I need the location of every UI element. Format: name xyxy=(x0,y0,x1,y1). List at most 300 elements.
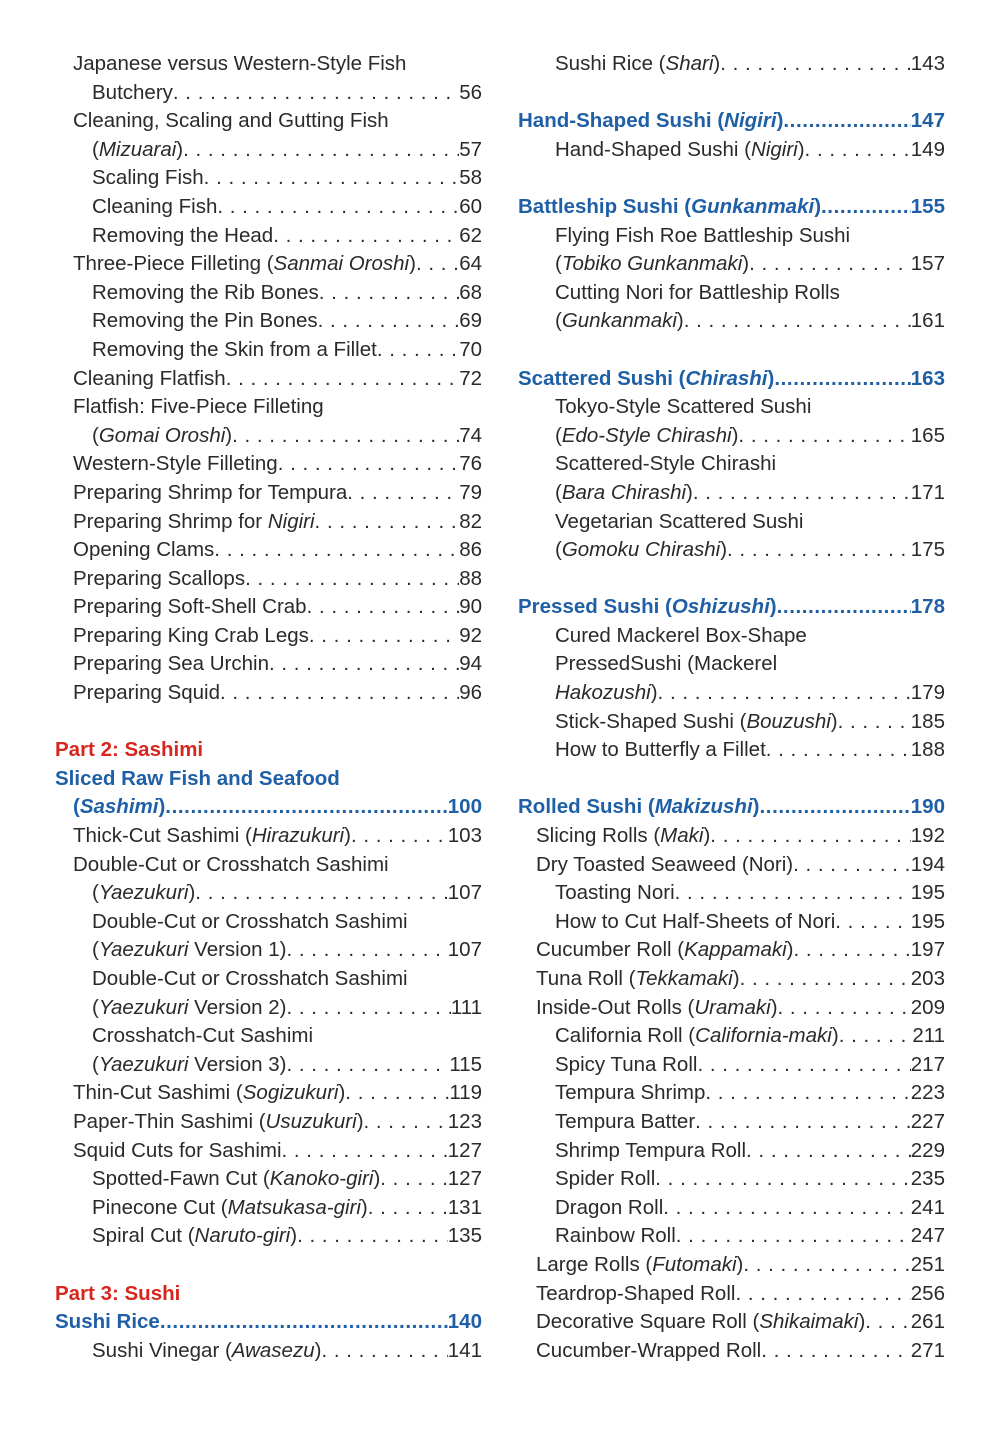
toc-page-number: 175 xyxy=(910,538,945,562)
toc-entry-title: Pressed Sushi (Oshizushi) xyxy=(518,595,777,619)
toc-entry-title: Preparing Shrimp for Tempura xyxy=(73,480,348,504)
toc-entry[interactable] xyxy=(518,1079,945,1108)
toc-entry[interactable] xyxy=(518,479,945,508)
dot-leader xyxy=(220,679,459,708)
toc-entry-line xyxy=(518,622,945,651)
toc-page-number: 119 xyxy=(449,1081,482,1105)
toc-page-number: 140 xyxy=(447,1310,482,1334)
dot-leader xyxy=(778,994,911,1023)
toc-entry[interactable] xyxy=(518,136,945,165)
dot-leader xyxy=(273,222,459,251)
toc-page-number: 141 xyxy=(447,1338,482,1362)
toc-entry-title: Cucumber Roll (Kappamaki) xyxy=(536,938,794,962)
toc-section-heading[interactable] xyxy=(518,193,945,222)
dot-leader xyxy=(766,736,911,765)
toc-entry[interactable] xyxy=(55,508,482,537)
toc-entry-line xyxy=(55,965,482,994)
toc-entry[interactable] xyxy=(518,1222,945,1251)
toc-entry-title: Rolled Sushi (Makizushi) xyxy=(518,795,760,819)
toc-entry-title: Preparing Shrimp for Nigiri xyxy=(73,509,315,533)
dot-leader xyxy=(195,879,447,908)
dot-leader xyxy=(746,1137,911,1166)
dot-leader xyxy=(684,307,911,336)
toc-page-number: 211 xyxy=(912,1024,945,1048)
toc-entry[interactable] xyxy=(518,879,945,908)
toc-entry-title: Vegetarian Scattered Sushi xyxy=(555,509,804,533)
toc-page-number: 58 xyxy=(459,166,482,190)
toc-page-number: 251 xyxy=(910,1252,945,1276)
toc-entry-title: Cleaning, Scaling and Gutting Fish xyxy=(73,109,389,133)
toc-page-number: 90 xyxy=(459,595,482,619)
toc-page-number: 157 xyxy=(910,252,945,276)
dot-leader xyxy=(697,1051,910,1080)
toc-entry-title: Thick-Cut Sashimi (Hirazukuri) xyxy=(73,824,351,848)
toc-page-number: 92 xyxy=(459,623,482,647)
dot-leader xyxy=(743,1251,910,1280)
toc-entry[interactable] xyxy=(55,450,482,479)
toc-part-heading xyxy=(55,736,482,765)
toc-entry[interactable] xyxy=(55,1079,482,1108)
toc-entry-line xyxy=(518,279,945,308)
toc-entry-title: Part 3: Sushi xyxy=(55,1281,181,1305)
toc-page-number: 68 xyxy=(459,280,482,304)
toc-page-number: 94 xyxy=(459,652,482,676)
toc-entry[interactable] xyxy=(55,307,482,336)
toc-entry[interactable] xyxy=(55,1337,482,1366)
toc-page-number: 195 xyxy=(910,909,945,933)
dot-leader xyxy=(777,593,911,622)
toc-entry-title: Sushi Vinegar (Awasezu) xyxy=(92,1338,322,1362)
toc-page-number: 76 xyxy=(459,452,482,476)
toc-entry-title: Removing the Rib Bones xyxy=(92,280,319,304)
toc-page-number: 149 xyxy=(910,137,945,161)
toc-section-heading[interactable] xyxy=(55,1308,482,1337)
toc-entry[interactable] xyxy=(55,1137,482,1166)
toc-entry[interactable] xyxy=(518,536,945,565)
toc-page-number: 100 xyxy=(447,795,482,819)
toc-entry-title: (Bara Chirashi) xyxy=(555,480,693,504)
dot-leader xyxy=(761,1337,911,1366)
toc-entry[interactable] xyxy=(55,593,482,622)
toc-right-column xyxy=(518,50,945,1365)
dot-leader xyxy=(794,936,911,965)
toc-entry[interactable] xyxy=(518,736,945,765)
toc-entry-title: Scattered-Style Chirashi xyxy=(555,452,777,476)
dot-leader xyxy=(319,279,459,308)
dot-leader xyxy=(759,793,910,822)
toc-entry[interactable] xyxy=(518,1308,945,1337)
dot-leader xyxy=(783,107,910,136)
toc-entry[interactable] xyxy=(55,536,482,565)
dot-leader xyxy=(217,193,459,222)
toc-entry-title: Tempura Batter xyxy=(555,1109,696,1133)
toc-entry-line xyxy=(55,1022,482,1051)
toc-entry[interactable] xyxy=(55,336,482,365)
toc-page-number: 107 xyxy=(447,938,482,962)
dot-leader xyxy=(835,908,911,937)
toc-entry-title: Tokyo-Style Scattered Sushi xyxy=(555,395,812,419)
toc-page-number: 188 xyxy=(910,738,945,762)
dot-leader xyxy=(740,965,911,994)
toc-entry[interactable] xyxy=(55,79,482,108)
toc-entry-title: Western-Style Filleting xyxy=(73,452,278,476)
dot-leader xyxy=(315,508,460,537)
toc-entry-title: Spider Roll xyxy=(555,1167,656,1191)
toc-section-heading[interactable] xyxy=(518,793,945,822)
toc-entry-title: Opening Clams xyxy=(73,538,215,562)
dot-leader xyxy=(173,79,459,108)
toc-entry-title: Hand-Shaped Sushi (Nigiri) xyxy=(555,137,805,161)
toc-entry[interactable] xyxy=(518,965,945,994)
toc-entry[interactable] xyxy=(518,1280,945,1309)
toc-entry[interactable] xyxy=(55,136,482,165)
dot-leader xyxy=(282,1137,448,1166)
dot-leader xyxy=(377,336,459,365)
toc-entry[interactable] xyxy=(55,822,482,851)
toc-entry[interactable] xyxy=(55,879,482,908)
dot-leader xyxy=(204,164,460,193)
toc-page-number: 74 xyxy=(459,423,482,447)
toc-entry-title: (Gunkanmaki) xyxy=(555,309,684,333)
toc-page-number: 223 xyxy=(910,1081,945,1105)
toc-page-number: 195 xyxy=(910,881,945,905)
toc-entry[interactable] xyxy=(55,994,482,1023)
dot-leader xyxy=(416,250,459,279)
toc-entry[interactable] xyxy=(518,1194,945,1223)
dot-leader xyxy=(675,879,911,908)
toc-entry-title: Cutting Nori for Battleship Rolls xyxy=(555,280,840,304)
toc-entry-title: Spotted-Fawn Cut (Kanoko-giri) xyxy=(92,1167,381,1191)
toc-entry-line xyxy=(518,450,945,479)
toc-entry-title: Tempura Shrimp xyxy=(555,1081,706,1105)
toc-entry-line xyxy=(55,107,482,136)
dot-leader xyxy=(805,136,911,165)
dot-leader xyxy=(364,1108,448,1137)
toc-entry-title: (Tobiko Gunkanmaki) xyxy=(555,252,750,276)
toc-entry[interactable] xyxy=(518,994,945,1023)
toc-page-number: 64 xyxy=(459,252,482,276)
toc-page-number: 190 xyxy=(910,795,945,819)
toc-entry-title: Dragon Roll xyxy=(555,1195,664,1219)
toc-page-number: 107 xyxy=(447,881,482,905)
toc-page-number: 271 xyxy=(910,1338,945,1362)
toc-entry-title: (Sashimi) xyxy=(73,795,166,819)
toc-entry-title: Toasting Nori xyxy=(555,881,675,905)
dot-leader xyxy=(838,708,911,737)
toc-page-number: 256 xyxy=(910,1281,945,1305)
toc-entry[interactable] xyxy=(518,307,945,336)
toc-page-number: 163 xyxy=(910,366,945,390)
toc-spacer xyxy=(518,79,945,108)
toc-entry[interactable] xyxy=(55,250,482,279)
toc-entry-title: Squid Cuts for Sashimi xyxy=(73,1138,282,1162)
toc-spacer xyxy=(518,336,945,365)
toc-entry-title: How to Butterfly a Fillet xyxy=(555,738,766,762)
toc-entry-title: Scattered Sushi (Chirashi) xyxy=(518,366,775,390)
dot-leader xyxy=(214,536,459,565)
dot-leader xyxy=(693,479,911,508)
toc-spacer xyxy=(518,765,945,794)
toc-entry-title: (Yaezukuri Version 2) xyxy=(92,995,287,1019)
dot-leader xyxy=(232,422,459,451)
dot-leader xyxy=(183,136,459,165)
dot-leader xyxy=(286,936,447,965)
toc-entry-title: Teardrop-Shaped Roll xyxy=(536,1281,736,1305)
dot-leader xyxy=(286,1051,449,1080)
dot-leader xyxy=(347,479,459,508)
toc-entry-title: Inside-Out Rolls (Uramaki) xyxy=(536,995,778,1019)
toc-entry-title: Decorative Square Roll (Shikaimaki) xyxy=(536,1310,866,1334)
toc-entry-title: Dry Toasted Seaweed (Nori) xyxy=(536,852,794,876)
toc-section-heading xyxy=(55,765,482,794)
toc-entry-title: Removing the Pin Bones xyxy=(92,309,318,333)
toc-entry-title: (Edo-Style Chirashi) xyxy=(555,423,739,447)
toc-page-number: 69 xyxy=(459,309,482,333)
toc-entry-title: Cucumber-Wrapped Roll xyxy=(536,1338,762,1362)
toc-page-number: 165 xyxy=(910,423,945,447)
toc-page-number: 241 xyxy=(910,1195,945,1219)
toc-page-number: 127 xyxy=(447,1167,482,1191)
dot-leader xyxy=(738,422,910,451)
toc-entry-title: Preparing Sea Urchin xyxy=(73,652,269,676)
dot-leader xyxy=(160,1308,448,1337)
toc-entry-title: Shrimp Tempura Roll xyxy=(555,1138,747,1162)
toc-spacer xyxy=(55,1251,482,1280)
toc-entry-line xyxy=(518,650,945,679)
toc-section-heading[interactable] xyxy=(518,107,945,136)
toc-entry-title: Battleship Sushi (Gunkanmaki) xyxy=(518,194,822,218)
dot-leader xyxy=(278,450,459,479)
toc-entry-title: Scaling Fish xyxy=(92,166,204,190)
toc-entry-line xyxy=(55,851,482,880)
dot-leader xyxy=(705,1079,910,1108)
toc-entry-title: California Roll (California-maki) xyxy=(555,1024,839,1048)
toc-entry[interactable] xyxy=(55,279,482,308)
toc-entry-title: Japanese versus Western-Style Fish xyxy=(73,52,407,75)
dot-leader xyxy=(720,50,911,79)
toc-page-number: 135 xyxy=(447,1224,482,1248)
toc-page-number: 88 xyxy=(459,566,482,590)
toc-entry[interactable] xyxy=(518,422,945,451)
dot-leader xyxy=(226,365,459,394)
toc-page-number: 203 xyxy=(910,967,945,990)
toc-entry[interactable] xyxy=(518,1137,945,1166)
toc-entry[interactable] xyxy=(55,164,482,193)
toc-entry-line xyxy=(518,393,945,422)
toc-entry-title: Preparing Squid xyxy=(73,681,221,705)
toc-page-number: 111 xyxy=(450,995,482,1019)
toc-page-number: 82 xyxy=(459,509,482,533)
toc-entry[interactable] xyxy=(55,479,482,508)
toc-entry-title: Double-Cut or Crosshatch Sashimi xyxy=(73,852,389,876)
toc-page-number: 60 xyxy=(459,194,482,218)
toc-entry-title: Cleaning Flatfish xyxy=(73,366,226,390)
toc-page-number: 56 xyxy=(459,80,482,104)
toc-entry[interactable] xyxy=(518,1337,945,1366)
toc-entry[interactable] xyxy=(55,565,482,594)
toc-entry-title: Tuna Roll (Tekkamaki) xyxy=(536,967,740,990)
toc-page-number: 261 xyxy=(910,1310,945,1334)
toc-page-number: 127 xyxy=(447,1138,482,1162)
toc-entry[interactable] xyxy=(55,1165,482,1194)
dot-leader xyxy=(368,1194,448,1223)
toc-entry[interactable] xyxy=(55,1108,482,1137)
toc-page-number: 161 xyxy=(910,309,945,333)
toc-entry-title: Thin-Cut Sashimi (Sogizukuri) xyxy=(73,1081,346,1105)
toc-page-number: 227 xyxy=(910,1109,945,1133)
toc-entry[interactable] xyxy=(55,1051,482,1080)
toc-entry-title: Double-Cut or Crosshatch Sashimi xyxy=(92,909,408,933)
toc-entry[interactable] xyxy=(518,822,945,851)
dot-leader xyxy=(727,536,911,565)
dot-leader xyxy=(286,994,450,1023)
toc-entry[interactable] xyxy=(55,679,482,708)
toc-entry[interactable] xyxy=(518,851,945,880)
dot-leader xyxy=(307,593,460,622)
toc-page-number: 62 xyxy=(459,223,482,247)
toc-page-number: 178 xyxy=(910,595,945,619)
toc-entry[interactable] xyxy=(55,1222,482,1251)
toc-entry-title: How to Cut Half-Sheets of Nori xyxy=(555,909,836,933)
toc-page-number: 229 xyxy=(910,1138,945,1162)
toc-entry-title: Large Rolls (Futomaki) xyxy=(536,1252,744,1276)
toc-page-number: 103 xyxy=(447,824,482,848)
dot-leader xyxy=(351,822,448,851)
toc-entry[interactable] xyxy=(518,708,945,737)
toc-entry-title: Sushi Rice (Shari) xyxy=(555,52,721,75)
toc-entry[interactable] xyxy=(518,1165,945,1194)
toc-entry[interactable] xyxy=(55,650,482,679)
dot-leader xyxy=(318,307,460,336)
toc-page-number: 247 xyxy=(910,1224,945,1248)
toc-entry-title: Preparing King Crab Legs xyxy=(73,623,309,647)
toc-page-number: 194 xyxy=(910,852,945,876)
toc-page-number: 96 xyxy=(459,681,482,705)
toc-entry[interactable] xyxy=(518,908,945,937)
toc-entry[interactable] xyxy=(518,1051,945,1080)
toc-entry[interactable] xyxy=(55,365,482,394)
toc-entry[interactable] xyxy=(518,250,945,279)
toc-entry-title: Pinecone Cut (Matsukasa-giri) xyxy=(92,1195,368,1219)
toc-entry-title: Sliced Raw Fish and Seafood xyxy=(55,766,340,790)
toc-part-heading xyxy=(55,1280,482,1309)
toc-section-heading[interactable] xyxy=(518,593,945,622)
toc-entry[interactable] xyxy=(518,1108,945,1137)
dot-leader xyxy=(793,851,911,880)
toc-page-number: 143 xyxy=(910,52,945,75)
toc-page-number: 147 xyxy=(910,109,945,133)
toc-entry-title: Double-Cut or Crosshatch Sashimi xyxy=(92,967,408,990)
toc-entry-title: Spiral Cut (Naruto-giri) xyxy=(92,1224,298,1248)
toc-entry[interactable] xyxy=(55,422,482,451)
dot-leader xyxy=(774,365,910,394)
toc-page-number: 70 xyxy=(459,337,482,361)
dot-leader xyxy=(710,822,910,851)
dot-leader xyxy=(309,622,459,651)
toc-entry-title: Part 2: Sashimi xyxy=(55,738,204,762)
toc-section-heading[interactable] xyxy=(518,365,945,394)
toc-entry-title: (Yaezukuri Version 1) xyxy=(92,938,287,962)
toc-page-number: 155 xyxy=(910,194,945,218)
toc-left-column xyxy=(55,50,482,1365)
toc-entry-title: Rainbow Roll xyxy=(555,1224,676,1248)
toc-entry-title: Slicing Rolls (Maki) xyxy=(536,824,711,848)
toc-entry[interactable] xyxy=(55,622,482,651)
dot-leader xyxy=(865,1308,911,1337)
toc-entry-title: Removing the Head xyxy=(92,223,274,247)
toc-page-number: 197 xyxy=(910,938,945,962)
toc-entry[interactable] xyxy=(518,1022,945,1051)
toc-entry-title: Three-Piece Filleting (Sanmai Oroshi) xyxy=(73,252,416,276)
dot-leader xyxy=(165,793,448,822)
toc-entry-title: Crosshatch-Cut Sashimi xyxy=(92,1024,314,1048)
dot-leader xyxy=(663,1194,911,1223)
toc-page-number: 217 xyxy=(910,1052,945,1076)
toc-entry-title: Hakozushi) xyxy=(555,681,658,705)
toc-entry-title: Flying Fish Roe Battleship Sushi xyxy=(555,223,851,247)
toc-entry-title: Hand-Shaped Sushi (Nigiri) xyxy=(518,109,784,133)
toc-entry-title: Flatfish: Five-Piece Filleting xyxy=(73,395,324,419)
dot-leader xyxy=(749,250,911,279)
toc-entry-title: Removing the Skin from a Fillet xyxy=(92,337,377,361)
toc-spacer xyxy=(518,164,945,193)
dot-leader xyxy=(695,1108,911,1137)
toc-entry-title: Spicy Tuna Roll xyxy=(555,1052,698,1076)
toc-page-number: 72 xyxy=(459,366,482,390)
toc-page-number: 123 xyxy=(447,1109,482,1133)
toc-entry-line xyxy=(518,222,945,251)
dot-leader xyxy=(735,1280,910,1309)
toc-entry[interactable] xyxy=(55,222,482,251)
toc-page-number: 185 xyxy=(910,709,945,733)
toc-entry-title: Preparing Scallops xyxy=(73,566,246,590)
toc-entry-line xyxy=(55,393,482,422)
toc-page-number: 179 xyxy=(910,681,945,705)
toc-entry[interactable] xyxy=(518,936,945,965)
toc-entry[interactable] xyxy=(55,193,482,222)
toc-entry-line xyxy=(55,908,482,937)
toc-page-number: 192 xyxy=(910,824,945,848)
toc-page-number: 115 xyxy=(449,1052,482,1076)
toc-entry-title: (Yaezukuri Version 3) xyxy=(92,1052,287,1076)
toc-entry-line xyxy=(55,50,482,79)
toc-entry-title: Cured Mackerel Box-Shape xyxy=(555,623,807,647)
dot-leader xyxy=(297,1222,448,1251)
toc-page-number: 79 xyxy=(459,480,482,504)
toc-entry[interactable] xyxy=(518,1251,945,1280)
toc-entry-title: Butchery xyxy=(92,80,173,104)
toc-entry[interactable] xyxy=(55,936,482,965)
toc-entry[interactable] xyxy=(518,679,945,708)
toc-entry-title: PressedSushi (Mackerel xyxy=(555,652,778,676)
dot-leader xyxy=(345,1079,449,1108)
toc-entry[interactable] xyxy=(55,1194,482,1223)
toc-spacer xyxy=(518,565,945,594)
toc-page-number: 86 xyxy=(459,538,482,562)
toc-entry-title: Stick-Shaped Sushi (Bouzushi) xyxy=(555,709,838,733)
dot-leader xyxy=(380,1165,448,1194)
dot-leader xyxy=(821,193,911,222)
toc-page-number: 171 xyxy=(910,480,945,504)
dot-leader xyxy=(269,650,459,679)
toc-entry-title: (Gomai Oroshi) xyxy=(92,423,233,447)
toc-entry-title: (Mizuarai) xyxy=(92,137,184,161)
toc-entry[interactable] xyxy=(518,50,945,79)
toc-entry-title: Cleaning Fish xyxy=(92,194,218,218)
toc-page-number: 131 xyxy=(447,1195,482,1219)
toc-page-number: 209 xyxy=(910,995,945,1019)
toc-section-heading[interactable] xyxy=(55,793,482,822)
